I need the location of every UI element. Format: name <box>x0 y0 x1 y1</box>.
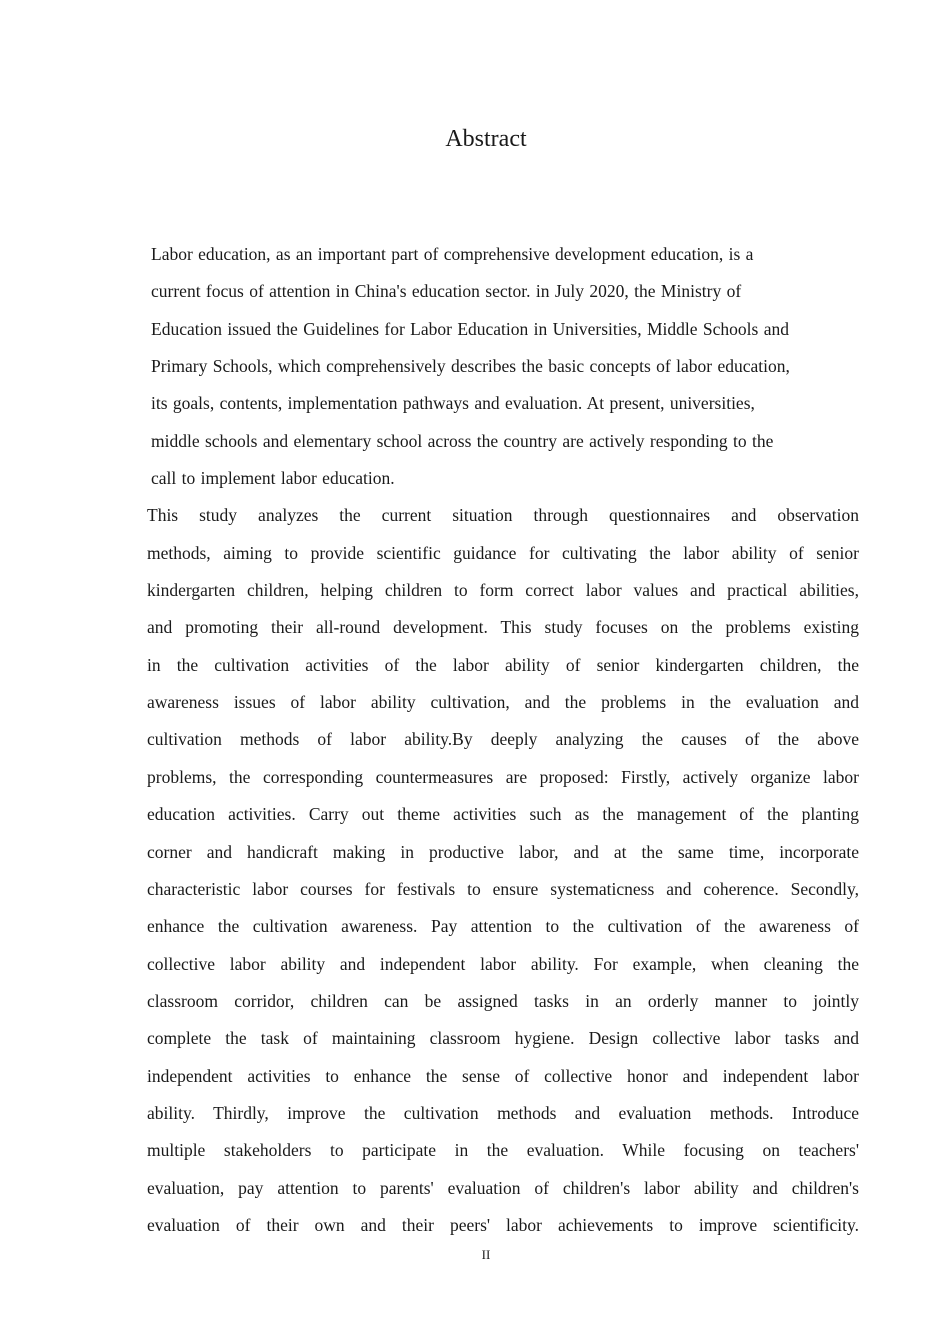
text-line: This study analyzes the current situation through questionnaires and observation <box>147 505 859 526</box>
text-line: characteristic labor courses for festivals to ensure systematicness and coherence. Secondly, <box>147 878 859 899</box>
text-line: Primary Schools, which comprehensively describes the basic concepts of labor education, <box>151 356 790 377</box>
text-line: collective labor ability and independent labor ability. For example, when cleaning the <box>147 953 859 974</box>
text-line-last: call to implement labor education. <box>151 468 395 489</box>
page-title: Abstract <box>445 126 527 152</box>
text-line: awareness issues of labor ability cultivation, and the problems in the evaluation and <box>147 692 859 713</box>
text-line: classroom corridor, children can be assigned tasks in an orderly manner to jointly <box>147 990 859 1011</box>
text-line: evaluation of their own and their peers' labor achievements to improve scientificity. <box>147 1214 859 1235</box>
text-line: cultivation methods of labor ability.By deeply analyzing the causes of the above <box>147 729 859 750</box>
text-line: multiple stakeholders to participate in the evaluation. While focusing on teachers' <box>147 1140 859 1161</box>
text-line: complete the task of maintaining classroom hygiene. Design collective labor tasks and <box>147 1028 859 1049</box>
text-line: enhance the cultivation awareness. Pay attention to the cultivation of the awareness of <box>147 916 859 937</box>
text-line: evaluation, pay attention to parents' evaluation of children's labor ability and children's <box>147 1177 859 1198</box>
text-line: and promoting their all-round development. This study focuses on the problems existing <box>147 617 859 638</box>
text-line: current focus of attention in China's education sector. in July 2020, the Ministry of <box>151 281 742 302</box>
text-line: education activities. Carry out theme activities such as the management of the planting <box>147 804 859 825</box>
text-line: corner and handicraft making in productive labor, and at the same time, incorporate <box>147 841 859 862</box>
page-number: II <box>481 1247 491 1262</box>
text-line: its goals, contents, implementation pathways and evaluation. At present, universities, <box>151 393 755 414</box>
text-line: independent activities to enhance the sense of collective honor and independent labor <box>147 1065 859 1086</box>
text-line: problems, the corresponding countermeasures are proposed: Firstly, actively organize labor <box>147 766 859 787</box>
text-line: middle schools and elementary school across the country are actively responding to the <box>151 430 774 451</box>
paragraph-1 <box>113 236 859 497</box>
abstract-body <box>113 236 859 1244</box>
text-line: in the cultivation activities of the labor ability of senior kindergarten children, the <box>147 654 859 675</box>
text-line: kindergarten children, helping children to form correct labor values and practical abilities, <box>147 580 859 601</box>
text-line: ability. Thirdly, improve the cultivation methods and evaluation methods. Introduce <box>147 1102 859 1123</box>
text-line: methods, aiming to provide scientific guidance for cultivating the labor ability of senior <box>147 542 859 563</box>
text-line: Education issued the Guidelines for Labor Education in Universities, Middle Schools and <box>151 318 789 339</box>
text-line: Labor education, as an important part of comprehensive development education, is a <box>151 244 754 264</box>
paragraph-2 <box>113 497 859 1244</box>
